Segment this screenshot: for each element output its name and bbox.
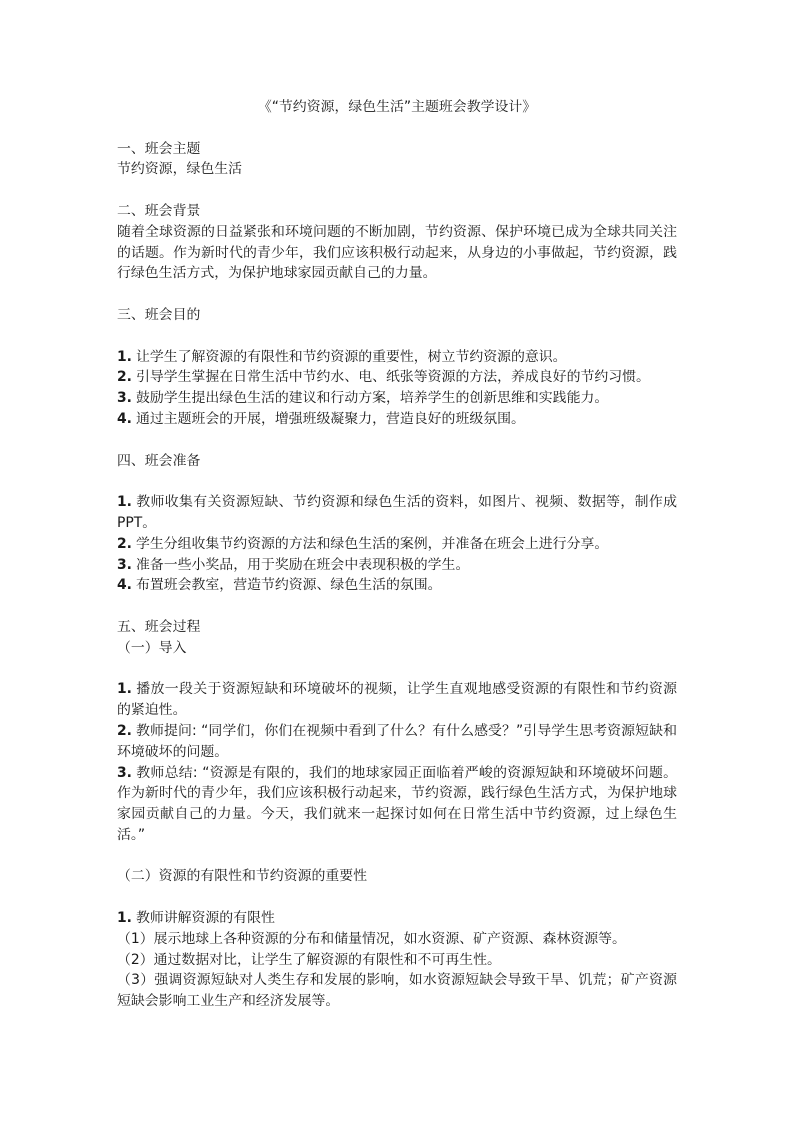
item-text: 教师讲解资源的有限性	[135, 910, 275, 927]
list-item	[117, 347, 677, 368]
item-text: 鼓励学生提出绿色生活的建议和行动方案，培养学生的创新思维和实践能力。	[135, 390, 609, 407]
subsection-heading: （二）资源的有限性和节约资源的重要性	[117, 868, 368, 885]
item-number: 3.	[117, 390, 132, 407]
item-number: 4.	[117, 577, 132, 594]
section-heading: 一、班会主题	[117, 140, 201, 157]
item-number: 1.	[117, 910, 132, 927]
subsection-resources	[117, 866, 677, 1012]
list-item	[117, 534, 677, 555]
item-text: 教师收集有关资源短缺、节约资源和绿色生活的资料，如图片、视频、数据等，制作成PPT。	[117, 494, 677, 531]
section-body: 节约资源，绿色生活	[117, 161, 243, 178]
item-number: 1.	[117, 348, 132, 365]
item-number: 2.	[117, 369, 132, 386]
item-text: 让学生了解资源的有限性和节约资源的重要性，树立节约资源的意识。	[135, 348, 567, 365]
section-objectives	[117, 305, 677, 430]
section-heading: 四、班会准备	[117, 452, 201, 469]
section-heading: 三、班会目的	[117, 306, 201, 323]
item-text: 学生分组收集节约资源的方法和绿色生活的案例，并准备在班会上进行分享。	[135, 535, 609, 552]
list-item	[117, 388, 677, 409]
item-text: 布置班会教室，营造节约资源、绿色生活的氛围。	[135, 577, 442, 594]
item-text: 教师总结: “资源是有限的，我们的地球家园正面临着严峻的资源短缺和环境破坏问题。作为新时代的青少年，我们应该积极行动起来，节约资源，践行绿色生活方式，为保护地球家园贡献自己的力量。今天，我们就来一起探讨如何在日常生活中节约资源，过上绿色生活。”	[117, 764, 677, 843]
section-heading: 二、班会背景	[117, 202, 201, 219]
item-number: 1.	[117, 494, 132, 511]
section-body: 随着全球资源的日益紧张和环境问题的不断加剧，节约资源、保护环境已成为全球共同关注的话题。作为新时代的青少年，我们应该积极行动起来，从身边的小事做起，节约资源，践行绿色生活方式，为保护地球家园贡献自己的力量。	[117, 223, 677, 282]
list-item	[117, 721, 677, 763]
item-text: 引导学生掌握在日常生活中节约水、电、纸张等资源的方法，养成良好的节约习惯。	[135, 369, 650, 386]
sub-list-item: （3）强调资源短缺对人类生存和发展的影响，如水资源短缺会导致干旱、饥荒；矿产资源短缺会影响工业生产和经济发展等。	[117, 972, 677, 1010]
list-item	[117, 492, 677, 534]
list-item	[117, 763, 677, 846]
item-number: 4.	[117, 410, 132, 427]
list-item	[117, 409, 677, 430]
item-number: 2.	[117, 722, 132, 739]
item-text: 准备一些小奖品，用于奖励在班会中表现积极的学生。	[135, 556, 470, 573]
item-number: 1.	[117, 681, 132, 698]
section-heading: 五、班会过程	[117, 618, 201, 635]
list-item	[117, 679, 677, 721]
item-number: 2.	[117, 535, 132, 552]
list-item	[117, 555, 677, 576]
document-title: 《“节约资源，绿色生活”主题班会教学设计》	[257, 99, 537, 115]
list-item	[117, 575, 677, 596]
section-process	[117, 617, 677, 1012]
item-text: 教师提问: “同学们，你们在视频中看到了什么？有什么感受？”引导学生思考资源短缺和环境破坏的问题。	[117, 722, 677, 760]
section-theme	[117, 139, 677, 181]
sub-list-item: （2）通过数据对比，让学生了解资源的有限性和不可再生性。	[117, 951, 501, 968]
list-item	[117, 908, 677, 929]
document-page	[117, 97, 677, 1012]
section-background	[117, 201, 677, 284]
list-item	[117, 367, 677, 388]
subsection-heading: （一）导入	[117, 639, 187, 656]
item-text: 通过主题班会的开展，增强班级凝聚力，营造良好的班级氛围。	[135, 410, 525, 427]
sub-list-item: （1）展示地球上各种资源的分布和储量情况，如水资源、矿产资源、森林资源等。	[117, 930, 626, 947]
section-preparation	[117, 451, 677, 597]
item-text: 播放一段关于资源短缺和环境破坏的视频，让学生直观地感受资源的有限性和节约资源的紧迫性。	[117, 681, 677, 719]
subsection-introduction	[117, 638, 677, 846]
item-number: 3.	[117, 556, 132, 573]
item-number: 3.	[117, 764, 132, 781]
